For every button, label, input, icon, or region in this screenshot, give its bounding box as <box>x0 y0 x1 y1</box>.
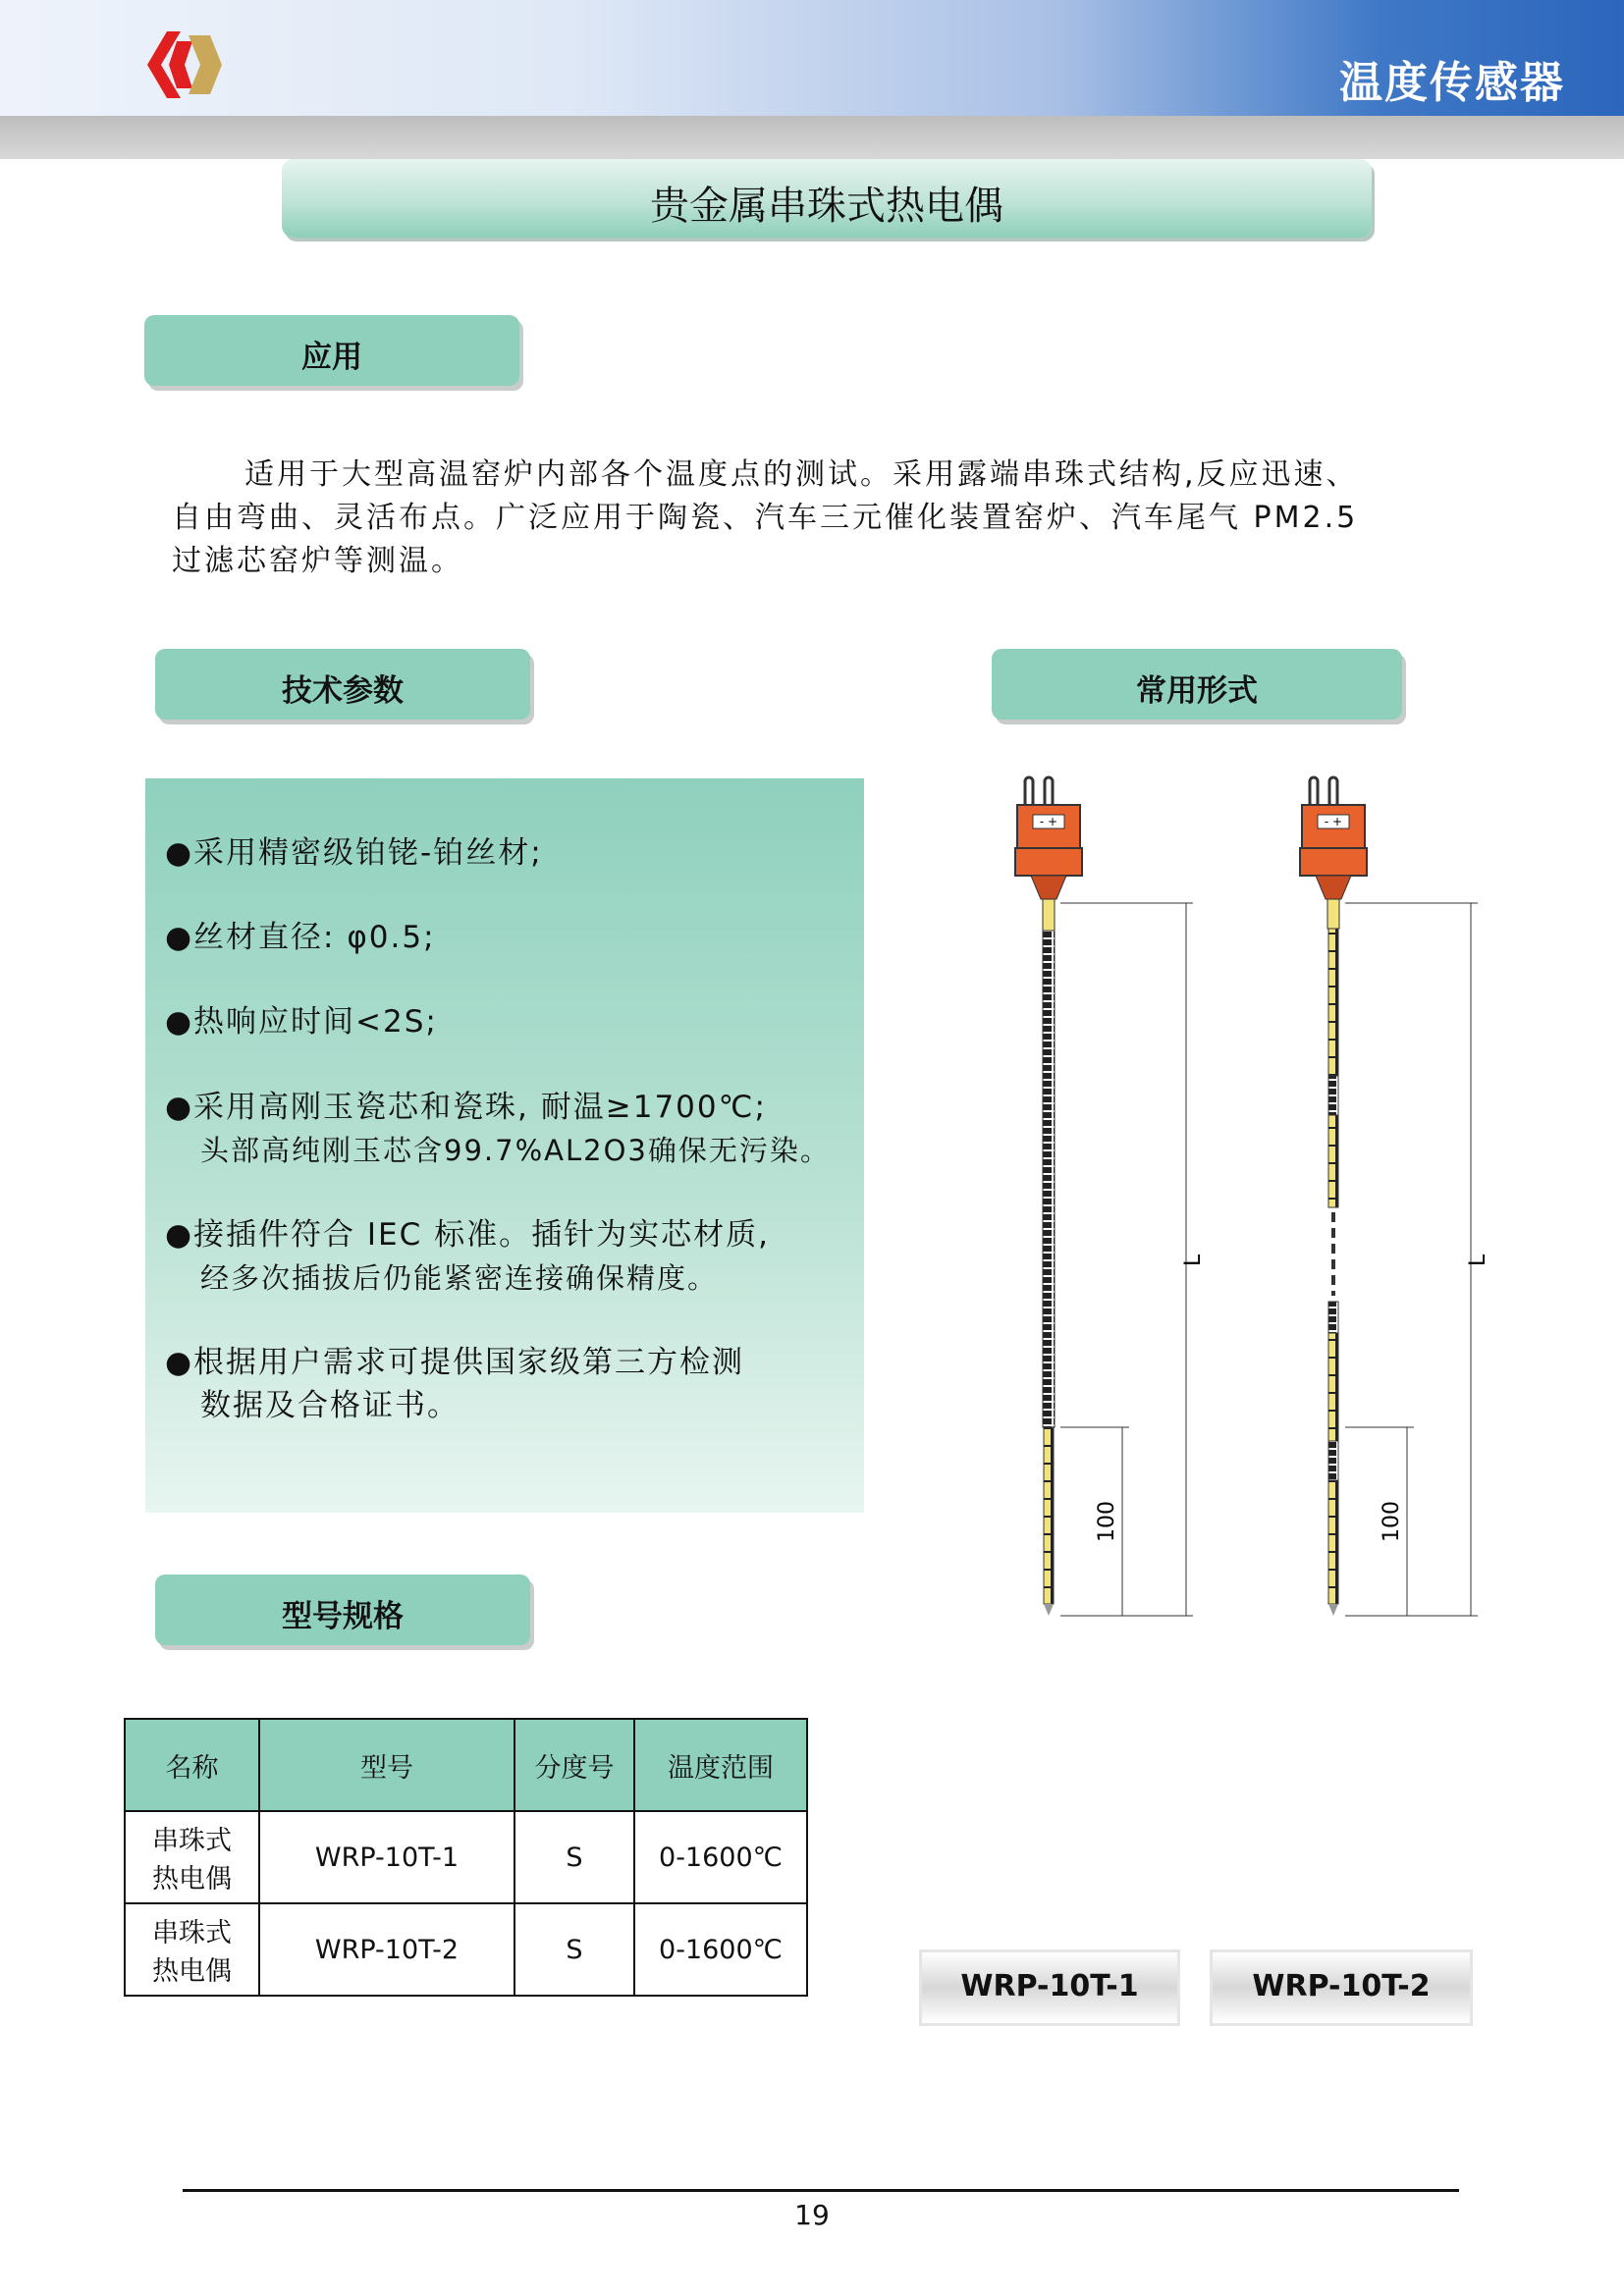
dimension-l-label: L <box>1466 1254 1490 1266</box>
table-row <box>125 1903 807 1996</box>
model-label-1: WRP-10T-1 <box>919 1949 1180 2026</box>
application-line: 自由弯曲、灵活布点。广泛应用于陶瓷、汽车三元催化装置窑炉、汽车尾气 PM2.5 <box>172 501 1359 535</box>
cell-range: 0-1600℃ <box>634 1811 807 1903</box>
dimension-100-label: 100 <box>1095 1501 1119 1542</box>
tech-item-line: ●接插件符合 IEC 标准。插针为实芯材质, <box>165 1217 770 1253</box>
tech-item-line: 头部高纯刚玉芯含99.7%AL2O3确保无污染。 <box>200 1134 831 1167</box>
thermocouple-drawings <box>982 766 1532 1924</box>
column-header: 名称 <box>125 1719 259 1811</box>
tech-item-line: ●丝材直径: φ0.5; <box>165 920 436 955</box>
column-header: 型号 <box>259 1719 514 1811</box>
connector-polarity-label: - + <box>1039 815 1058 828</box>
company-logo-icon <box>137 27 226 102</box>
tech-item <box>165 1000 852 1043</box>
cell-range: 0-1600℃ <box>634 1903 807 1996</box>
section-tab-forms <box>992 649 1402 720</box>
tech-item-line: ●热响应时间<2S; <box>165 1004 438 1040</box>
application-line: 适用于大型高温窑炉内部各个温度点的测试。采用露端串珠式结构,反应迅速、 <box>244 457 1359 492</box>
column-header: 分度号 <box>514 1719 634 1811</box>
cell-name-line: 热电偶 <box>152 1864 232 1895</box>
tech-item <box>165 831 852 875</box>
tech-item-line: ●采用精密级铂铑-铂丝材; <box>165 835 543 871</box>
column-header: 温度范围 <box>634 1719 807 1811</box>
thermocouple-2-drawing <box>1300 777 1490 1616</box>
page-number: 19 <box>794 2199 830 2231</box>
cell-name-line: 串珠式 <box>152 1826 232 1856</box>
cell-model: WRP-10T-1 <box>259 1811 514 1903</box>
cell-model: WRP-10T-2 <box>259 1903 514 1996</box>
thermocouple-1-drawing <box>1015 777 1206 1616</box>
application-line: 过滤芯窑炉等测温。 <box>172 544 463 578</box>
application-text <box>172 454 1478 583</box>
tech-item <box>165 1341 852 1427</box>
spec-table <box>124 1718 808 1997</box>
cell-graduation: S <box>514 1903 634 1996</box>
tech-item-line: ●根据用户需求可提供国家级第三方检测 <box>165 1345 745 1380</box>
header-title: 温度传感器 <box>1339 58 1565 108</box>
tech-params-box <box>145 778 864 1513</box>
tech-item-line: 经多次插拔后仍能紧密连接确保精度。 <box>200 1261 719 1295</box>
tech-item-line: ●采用高刚玉瓷芯和瓷珠, 耐温≥1700℃; <box>165 1090 767 1125</box>
title-banner <box>282 159 1372 238</box>
page-title: 贵金属串珠式热电偶 <box>650 184 1003 229</box>
dimension-100-label: 100 <box>1380 1501 1404 1542</box>
header-divider-bar <box>0 116 1624 159</box>
section-heading: 型号规格 <box>282 1599 404 1634</box>
section-tab-application <box>144 315 519 386</box>
cell-name <box>125 1811 259 1903</box>
tech-item-line: 数据及合格证书。 <box>200 1388 460 1423</box>
footer-divider <box>183 2189 1459 2192</box>
model-label-2: WRP-10T-2 <box>1210 1949 1473 2026</box>
table-row <box>125 1811 807 1903</box>
cell-name-line: 热电偶 <box>152 1956 232 1987</box>
cell-name-line: 串珠式 <box>152 1918 232 1949</box>
cell-graduation: S <box>514 1811 634 1903</box>
table-header-row <box>125 1719 807 1811</box>
section-heading: 常用形式 <box>1136 673 1258 709</box>
section-tab-models <box>155 1575 530 1645</box>
tech-item <box>165 1213 852 1300</box>
dimension-l-label: L <box>1181 1254 1206 1266</box>
section-tab-tech <box>155 649 530 720</box>
cell-name <box>125 1903 259 1996</box>
tech-item <box>165 916 852 959</box>
section-heading: 应用 <box>301 340 362 375</box>
section-heading: 技术参数 <box>282 673 404 709</box>
tech-item <box>165 1086 852 1172</box>
connector-polarity-label: - + <box>1324 815 1343 828</box>
